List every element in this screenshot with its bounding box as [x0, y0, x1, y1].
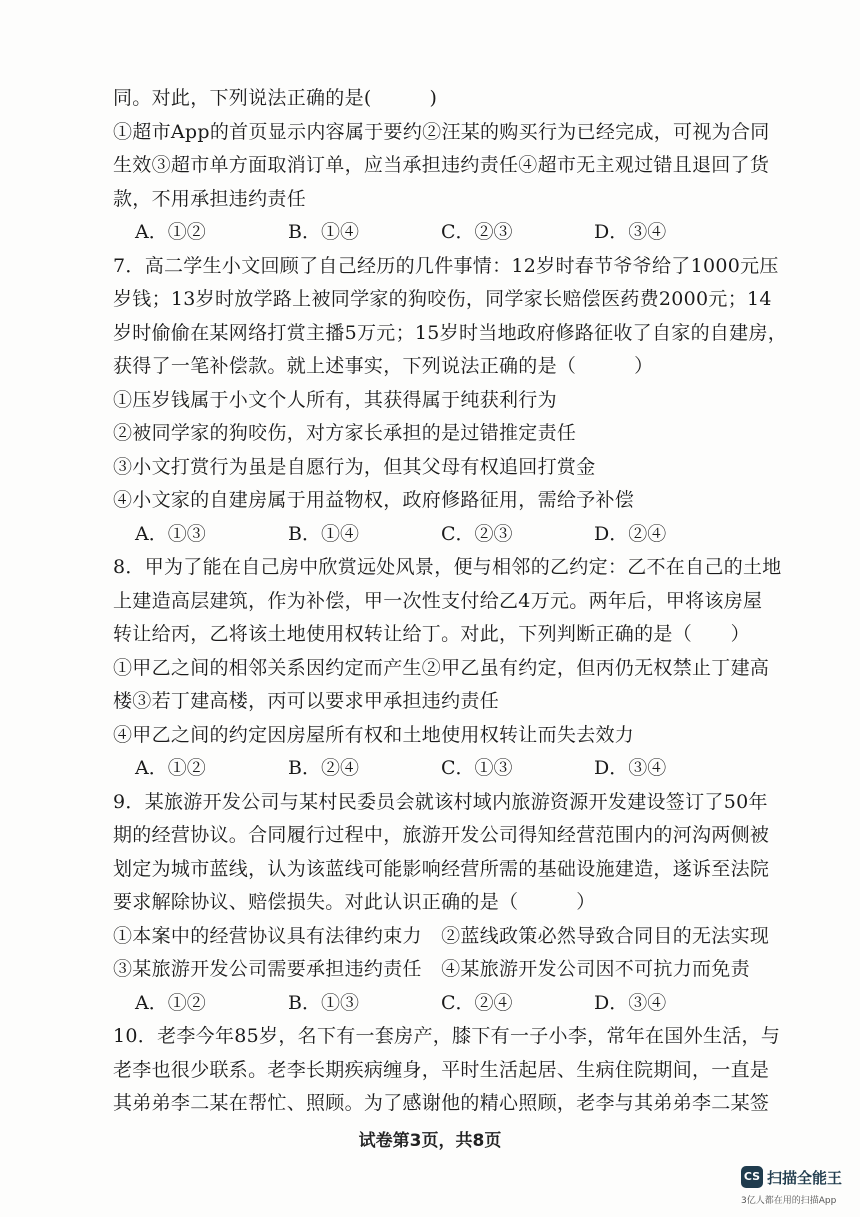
answer-option: D．③④: [594, 757, 667, 779]
answer-option: B．②④: [288, 757, 359, 779]
answer-options-row: [113, 518, 773, 552]
text-line: 要求解除协议、赔偿损失。对此认识正确的是（ ）: [113, 891, 596, 913]
text-line: 款，不用承担违约责任: [113, 187, 307, 210]
text-line: 8．甲为了能在自己房中欣赏远处风景，便与相邻的乙约定：乙不在自己的土地: [113, 556, 782, 578]
text-line: 楼③若丁建高楼，丙可以要求甲承担违约责任: [113, 690, 500, 712]
text-line: ③小文打赏行为虽是自愿行为，但其父母有权追回打赏金: [113, 455, 596, 478]
question-text-block: [113, 82, 788, 1121]
answer-option: A．①②: [135, 991, 206, 1014]
text-line: 转让给丙，乙将该土地使用权转让给丁。对此，下列判断正确的是（ ）: [113, 623, 750, 645]
text-line: 期的经营协议。合同履行过程中，旅游开发公司得知经营范围内的河沟两侧被: [113, 824, 770, 846]
answer-option: A．①②: [135, 757, 206, 779]
answer-option: C．②③: [441, 221, 513, 243]
text-line: 岁时偷偷在某网络打赏主播5万元；15岁时当地政府修路征收了自家的自建房，: [113, 321, 788, 344]
text-line: 岁钱；13岁时放学路上被同学家的狗咬伤，同学家长赔偿医药费2000元；14: [113, 288, 772, 310]
answer-option: C．①③: [441, 757, 513, 779]
scanner-watermark: [741, 1166, 851, 1210]
answer-option: C．②③: [441, 522, 513, 545]
camscanner-logo-icon: CS: [741, 1166, 763, 1188]
text-line: 7．高二学生小文回顾了自己经历的几件事情：12岁时春节爷爷给了1000元压: [113, 254, 779, 277]
page-footer: 试卷第3页，共8页: [358, 1131, 502, 1151]
scanner-app-name: 扫描全能王: [767, 1169, 843, 1187]
answer-option: C．②④: [441, 991, 513, 1014]
text-line: ④小文家的自建房属于用益物权，政府修路征用，需给予补偿: [113, 489, 635, 511]
text-line: 其弟弟李二某在帮忙、照顾。为了感谢他的精心照顾，老李与其弟弟李二某签: [113, 1092, 770, 1114]
answer-options-row: [113, 752, 773, 786]
text-line: 同。对此，下列说法正确的是( ): [113, 87, 438, 109]
answer-option: B．①④: [288, 522, 359, 545]
answer-option: B．①④: [288, 221, 359, 243]
text-line: 10．老李今年85岁，名下有一套房产，膝下有一子小李，常年在国外生活，与: [113, 1025, 781, 1047]
text-line: ③某旅游开发公司需要承担违约责任 ④某旅游开发公司因不可抗力而免责: [113, 958, 750, 980]
answer-option: D．③④: [594, 991, 667, 1014]
text-line: ①压岁钱属于小文个人所有，其获得属于纯获利行为: [113, 388, 557, 411]
text-line: ②被同学家的狗咬伤，对方家长承担的是过错推定责任: [113, 422, 577, 444]
answer-option: A．①②: [135, 221, 206, 243]
text-line: ①超市App的首页显示内容属于要约②汪某的购买行为已经完成，可视为合同: [113, 120, 770, 143]
text-line: 9．某旅游开发公司与某村民委员会就该村域内旅游资源开发建设签订了50年: [113, 790, 768, 813]
text-line: 老李也很少联系。老李长期疾病缠身，平时生活起居、生病住院期间，一直是: [113, 1058, 770, 1081]
text-line: 获得了一笔补偿款。就上述事实，下列说法正确的是（ ）: [113, 355, 654, 377]
answer-option: B．①③: [288, 991, 359, 1014]
answer-options-row: [113, 216, 773, 250]
text-line: ①本案中的经营协议具有法律约束力 ②蓝线政策必然导致合同目的无法实现: [113, 924, 770, 947]
text-line: 上建造高层建筑，作为补偿，甲一次性支付给乙4万元。两年后，甲将该房屋: [113, 589, 763, 612]
answer-option: D．②④: [594, 522, 667, 545]
answer-options-row: [113, 987, 773, 1021]
answer-option: D．③④: [594, 221, 667, 243]
text-line: 生效③超市单方面取消订单，应当承担违约责任④超市无主观过错且退回了货: [113, 154, 770, 176]
scanner-tagline: 3亿人都在用的扫描App: [741, 1196, 837, 1206]
text-line: 划定为城市蓝线，认为该蓝线可能影响经营所需的基础设施建造，遂诉至法院: [113, 857, 770, 880]
text-line: ④甲乙之间的约定因房屋所有权和土地使用权转让而失去效力: [113, 723, 635, 746]
answer-option: A．①③: [135, 522, 206, 545]
text-line: ①甲乙之间的相邻关系因约定而产生②甲乙虽有约定，但丙仍无权禁止丁建高: [113, 656, 770, 679]
